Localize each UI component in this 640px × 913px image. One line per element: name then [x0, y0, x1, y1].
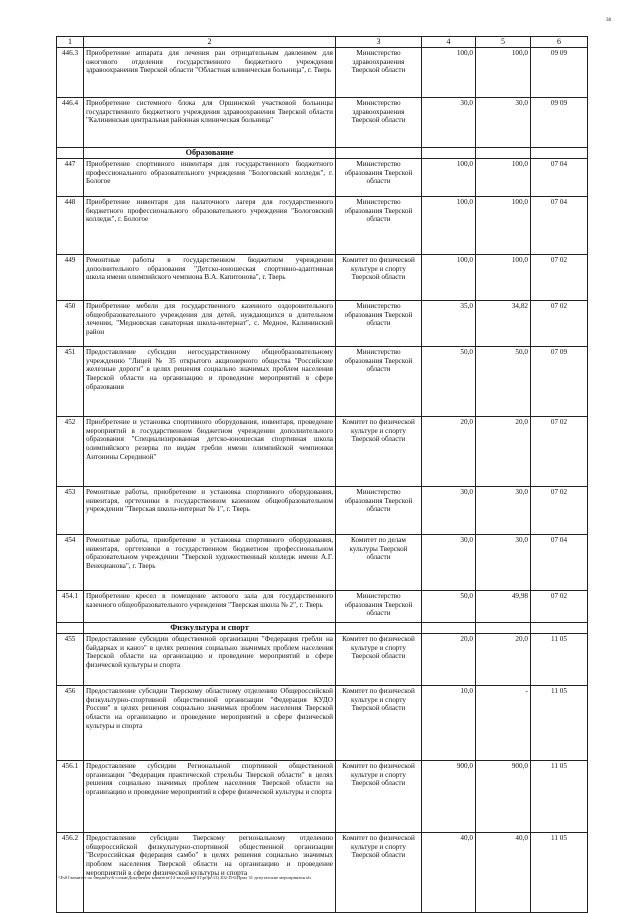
budget-code-cell: 07 09 [531, 346, 588, 416]
table-row [57, 97, 588, 147]
amount-actual-cell: 50,0 [476, 346, 531, 416]
row-number-cell: 446.4 [57, 97, 84, 147]
description-cell: Приобретение кресел в помещение актового зала для государственного казенного общеобразовательного учреждения "Тверская школа № 2", г. Тверь [84, 590, 336, 622]
organization-cell: Министерство образования Тверской области [336, 346, 422, 416]
description-cell: Ремонтные работы, приобретение и установка спортивного оборудования, инвентаря, оргтехники в государственном казенном общеобразовательном учреждении "Тверская школа-интернат № 1", г. Тверь [84, 486, 336, 534]
amount-actual-cell: 49,98 [476, 590, 531, 622]
organization-cell: Комитет по физической культуре и спорту Тверской области [336, 685, 422, 760]
section-header-row [57, 622, 588, 633]
description-cell: Предоставление субсидии Тверскому областному отделению Общероссийской физкультурно-спортивной общественной организации "Федерация КУДО России" в целях решения социально значимых проблем населения Тверской области на организацию и проведение мероприятий в сфере физической культуры и спорта [84, 685, 336, 760]
organization-cell: Министерство образования Тверской области [336, 486, 422, 534]
amount-planned-cell: 20,0 [422, 633, 476, 685]
file-path-footer: \\Fs01\комитет по бюджету\6 созыв\Документы комитета\13 заседание 01\pr\pr\13) 202-П-6\Прил 31 депутатские мероприятия.xls [58, 875, 312, 880]
section-title: Образование [84, 147, 336, 158]
table-row [57, 47, 588, 97]
section-blank-cell [531, 147, 588, 158]
budget-code-cell: 11 05 [531, 685, 588, 760]
amount-planned-cell: 30,0 [422, 486, 476, 534]
organization-cell: Комитет по физической культуре и спорту Тверской области [336, 254, 422, 300]
budget-code-cell: 11 05 [531, 633, 588, 685]
organization-cell: Комитет по физической культуре и спорту Тверской области [336, 760, 422, 832]
organization-cell: Министерство образования Тверской области [336, 590, 422, 622]
amount-actual-cell: 34,82 [476, 300, 531, 346]
amount-planned-cell: 900,0 [422, 760, 476, 832]
organization-cell: Министерство здравоохранения Тверской области [336, 47, 422, 97]
expenditure-table [56, 36, 588, 913]
section-blank-cell [336, 622, 422, 633]
amount-planned-cell: 30,0 [422, 534, 476, 590]
header-cell: 5 [476, 37, 531, 48]
table-row [57, 633, 588, 685]
amount-planned-cell: 20,0 [422, 416, 476, 486]
section-blank-cell [422, 147, 476, 158]
row-number-cell: 456 [57, 685, 84, 760]
description-cell: Предоставление субсидии Тверскому региональному отделению общероссийской физкультурно-спортивной общественной организации "Всероссийская федерация самбо" в целях решения социально значимых проблем населения Тверской области на организацию и проведение мероприятий в сфере физической культуры и спорта [84, 832, 336, 912]
table-row [57, 158, 588, 196]
row-number-cell: 447 [57, 158, 84, 196]
description-cell: Предоставление субсидии Региональной спортивной общественной организации "Федерация практической стрельбы Тверской области" в целях решения социально значимых проблем населения Тверской области на организацию и проведение мероприятий в сфере физической культуры и спорта [84, 760, 336, 832]
amount-actual-cell: 100,0 [476, 158, 531, 196]
organization-cell: Министерство образования Тверской области [336, 196, 422, 254]
table-row [57, 254, 588, 300]
row-number-cell: 456.1 [57, 760, 84, 832]
header-cell: 4 [422, 37, 476, 48]
amount-actual-cell: 20,0 [476, 633, 531, 685]
row-number-cell: 451 [57, 346, 84, 416]
row-number-cell: 449 [57, 254, 84, 300]
table-row [57, 486, 588, 534]
description-cell: Приобретение системного блока для Оршинской участковой больницы государственного бюджетного учреждения здравоохранения Тверской области "Калининская центральная районная клиническая больница" [84, 97, 336, 147]
budget-code-cell: 07 02 [531, 486, 588, 534]
amount-actual-cell: - [476, 685, 531, 760]
budget-code-cell: 07 04 [531, 534, 588, 590]
amount-actual-cell: 40,0 [476, 832, 531, 912]
amount-actual-cell: 30,0 [476, 534, 531, 590]
organization-cell: Комитет по физической культуре и спорту Тверской области [336, 633, 422, 685]
amount-actual-cell: 900,0 [476, 760, 531, 832]
organization-cell: Министерство образования Тверской области [336, 158, 422, 196]
section-blank-cell [476, 622, 531, 633]
budget-code-cell: 11 05 [531, 832, 588, 912]
organization-cell: Комитет по делам культуры Тверской области [336, 534, 422, 590]
description-cell: Приобретение спортивного инвентаря для государственного бюджетного профессионального образовательного учреждения "Бологовский колледж", г. Бологое [84, 158, 336, 196]
budget-code-cell: 09 09 [531, 47, 588, 97]
table-row [57, 196, 588, 254]
description-cell: Ремонтные работы в государственном бюджетном учреждении дополнительного образования "Детско-юношеская спортивно-адаптивная школа имени олимпийского чемпиона В.А. Капитонова", г. Тверь [84, 254, 336, 300]
amount-planned-cell: 50,0 [422, 346, 476, 416]
amount-planned-cell: 35,0 [422, 300, 476, 346]
row-number-cell: 453 [57, 486, 84, 534]
table-body [57, 37, 588, 913]
row-number-cell: 454 [57, 534, 84, 590]
amount-actual-cell: 30,0 [476, 97, 531, 147]
row-number-cell: 448 [57, 196, 84, 254]
section-blank-cell [476, 147, 531, 158]
amount-actual-cell: 100,0 [476, 196, 531, 254]
amount-actual-cell: 100,0 [476, 47, 531, 97]
row-number-cell: 455 [57, 633, 84, 685]
row-number-cell: 452 [57, 416, 84, 486]
table-row [57, 685, 588, 760]
amount-planned-cell: 10,0 [422, 685, 476, 760]
table-row [57, 300, 588, 346]
row-number-cell: 450 [57, 300, 84, 346]
amount-planned-cell: 100,0 [422, 158, 476, 196]
section-header-row [57, 147, 588, 158]
description-cell: Приобретение аппарата для лечения ран отрицательным давлением для ожогового отделения государственного бюджетного учреждения здравоохранения Тверской области "Областная клиническая больница", г. Тверь [84, 47, 336, 97]
organization-cell: Министерство образования Тверской области [336, 300, 422, 346]
row-number-cell: 446.3 [57, 47, 84, 97]
amount-actual-cell: 100,0 [476, 254, 531, 300]
section-blank-cell [57, 147, 84, 158]
row-number-cell: 454.1 [57, 590, 84, 622]
table-row [57, 590, 588, 622]
budget-code-cell: 07 04 [531, 158, 588, 196]
description-cell: Приобретение мебели для государственного казенного оздоровительного общеобразовательного учреждения для детей, нуждающихся в длительном лечении, "Медновская санаторная школа-интернат", с. Медное, Калининский район [84, 300, 336, 346]
amount-actual-cell: 20,0 [476, 416, 531, 486]
table-row [57, 832, 588, 912]
section-blank-cell [57, 622, 84, 633]
description-cell: Приобретение инвентаря для палаточного лагеря для государственного бюджетного профессионального образовательного учреждения "Бологовский колледж", г. Бологое [84, 196, 336, 254]
description-cell: Предоставление субсидии негосударственному общеобразовательному учреждению "Лицей № 35 открытого акционерного общества "Российские железные дороги" в целях решения социально значимых проблем населения Тверской области на организацию и проведение мероприятий в сфере образования [84, 346, 336, 416]
budget-code-cell: 07 02 [531, 300, 588, 346]
amount-planned-cell: 100,0 [422, 254, 476, 300]
budget-code-cell: 07 02 [531, 254, 588, 300]
header-row [57, 37, 588, 48]
amount-actual-cell: 30,0 [476, 486, 531, 534]
amount-planned-cell: 30,0 [422, 97, 476, 147]
table-row [57, 534, 588, 590]
budget-code-cell: 07 02 [531, 416, 588, 486]
organization-cell: Комитет по физической культуре и спорту Тверской области [336, 416, 422, 486]
header-cell: 3 [336, 37, 422, 48]
budget-code-cell: 11 05 [531, 760, 588, 832]
header-cell: 2 [84, 37, 336, 48]
budget-code-cell: 09 09 [531, 97, 588, 147]
section-blank-cell [336, 147, 422, 158]
header-cell: 6 [531, 37, 588, 48]
header-cell: 1 [57, 37, 84, 48]
row-number-cell: 456.2 [57, 832, 84, 912]
amount-planned-cell: 40,0 [422, 832, 476, 912]
table-row [57, 760, 588, 832]
table-row [57, 416, 588, 486]
description-cell: Приобретение и установка спортивного оборудования, инвентаря, проведение мероприятий в государственном бюджетном учреждении дополнительного образования "Специализированная детско-юношеская спортивная школа олимпийского резерва по видам гребли имени олимпийской чемпионки Антонины Серединой" [84, 416, 336, 486]
section-title: Физкультура и спорт [84, 622, 336, 633]
section-blank-cell [531, 622, 588, 633]
organization-cell: Комитет по физической культуре и спорту Тверской области [336, 832, 422, 912]
amount-planned-cell: 100,0 [422, 196, 476, 254]
amount-planned-cell: 100,0 [422, 47, 476, 97]
amount-planned-cell: 50,0 [422, 590, 476, 622]
organization-cell: Министерство здравоохранения Тверской области [336, 97, 422, 147]
description-cell: Предоставление субсидии общественной организации "Федерация гребли на байдарках и каноэ" в целях решения социально значимых проблем населения Тверской области на организацию и проведение мероприятий в сфере физической культуры и спорта [84, 633, 336, 685]
table-row [57, 346, 588, 416]
budget-code-cell: 07 02 [531, 590, 588, 622]
page-number: 38 [606, 18, 611, 23]
budget-code-cell: 07 04 [531, 196, 588, 254]
description-cell: Ремонтные работы, приобретение и установка спортивного оборудования, инвентаря, оргтехники в государственном бюджетном профессиональном образовательном учреждении "Тверской художественный колледж имени А.Г. Венецианова", г. Тверь [84, 534, 336, 590]
section-blank-cell [422, 622, 476, 633]
